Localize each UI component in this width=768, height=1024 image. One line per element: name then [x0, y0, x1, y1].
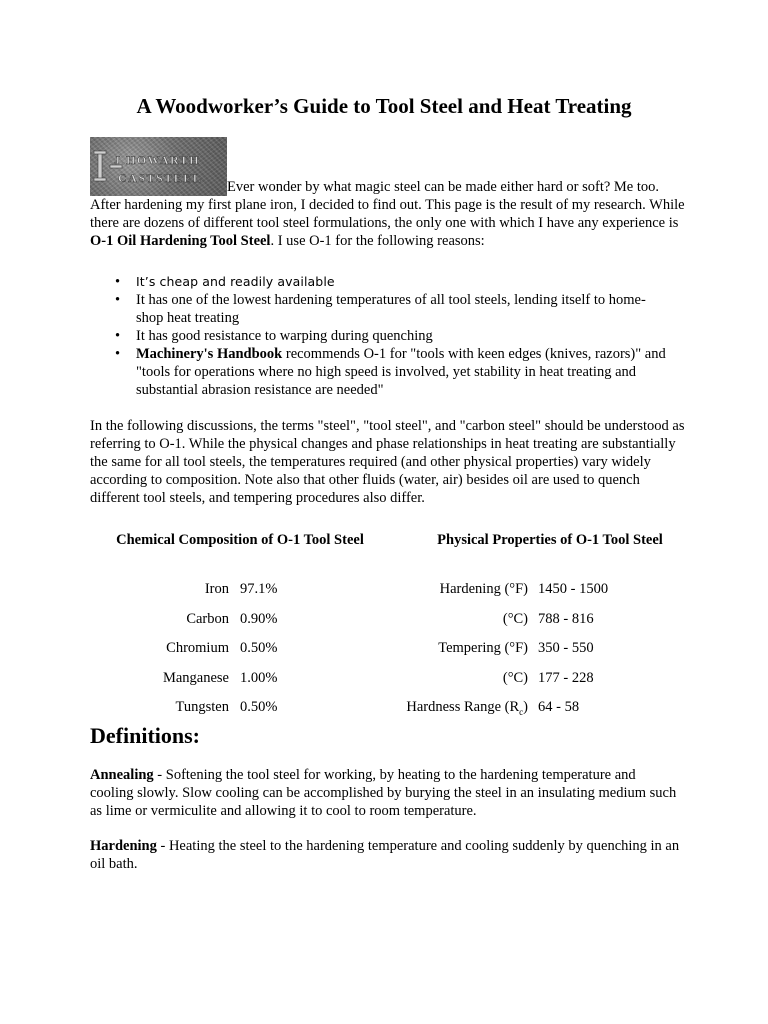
stamp-line-1: J.HOWARTH — [114, 153, 201, 167]
list-item-text: It has one of the lowest hardening temperatures of all tool steels, lending itself to home-shop heat treating — [136, 292, 646, 326]
row-label — [406, 698, 528, 716]
definition-term: Hardening — [90, 838, 157, 854]
list-item — [113, 291, 673, 327]
table-row — [90, 609, 390, 656]
row-value: 1450 - 1500 — [538, 581, 609, 597]
row-value: 177 - 228 — [538, 669, 594, 686]
row-label: Hardening (°F) — [439, 581, 528, 597]
intro-paragraph — [90, 137, 690, 250]
row-label: Manganese — [162, 669, 229, 686]
table-row — [90, 580, 390, 627]
row-label: Tungsten — [175, 699, 229, 715]
discussion-paragraph: In the following discussions, the terms "steel", "tool steel", and "carbon steel" should be understood as referring to O-1. While the physical changes and phase relationships in heat treating are substantially the same for all tool steels, the temperatures required (and other physical properties) vary widely according to composition. Note also that other fluids (water, air) besides oil are used to quench different tool steels, and tempering procedures also differ. — [90, 418, 685, 506]
list-item-text: It’s cheap and readily available — [136, 274, 335, 289]
row-value: 0.50% — [240, 640, 278, 656]
hardness-subscript: c — [519, 706, 524, 717]
row-value: 0.90% — [240, 610, 278, 627]
bullet-icon: • — [115, 274, 121, 290]
stamp-line-2: CASTSTEEL — [118, 171, 203, 185]
steel-stamp-image — [90, 137, 227, 196]
row-value: 97.1% — [240, 581, 278, 597]
hardness-label-end: ) — [523, 699, 528, 715]
row-value: 788 - 816 — [538, 610, 594, 627]
table-row — [90, 668, 390, 715]
definition-annealing — [90, 766, 680, 820]
intro-text-1: Ever wonder by what magic steel can be made either hard or soft? Me too. After hardening my first plane iron, I decided to find out. This page is the result of my research. While there are dozens of different tool steel formulations, the only one with which I have any experience is — [90, 179, 685, 231]
table-row — [90, 639, 390, 686]
list-item-text: It has good resistance to warping during quenching — [136, 328, 433, 344]
hardness-label: Hardness Range (R — [406, 699, 520, 715]
row-label: (°C) — [502, 669, 528, 686]
properties-table — [400, 531, 700, 717]
row-value: 1.00% — [240, 669, 278, 686]
stamp-emblem-icon — [90, 137, 227, 196]
bullet-icon: • — [115, 346, 121, 362]
intro-bold-steel: O-1 Oil Hardening Tool Steel — [90, 233, 271, 249]
row-value: 64 - 58 — [538, 699, 580, 715]
list-item-text: recommends O-1 for "tools with keen edges (knives, razors)" and "tools for operations where no high speed is involved, yet stability in heat treating and substantial abrasion resistance are needed" — [136, 346, 666, 398]
list-item — [113, 345, 673, 399]
reasons-list — [113, 273, 673, 399]
row-value: 0.50% — [240, 699, 278, 715]
composition-table — [90, 531, 390, 715]
definition-text: - Softening the tool steel for working, by heating to the hardening temperature and cooling slowly. Slow cooling can be accomplished by burying the steel in an insulating medium such as lime or vermiculite and allowing it to cool to room temperature. — [90, 767, 677, 819]
table-row — [400, 609, 700, 656]
definitions-heading: Definitions: — [90, 723, 200, 748]
properties-heading: Physical Properties of O-1 Tool Steel — [437, 532, 663, 548]
bullet-icon: • — [115, 292, 121, 308]
row-value: 350 - 550 — [538, 640, 594, 656]
table-row — [400, 580, 700, 627]
table-row — [90, 550, 390, 597]
bullet-icon: • — [115, 328, 121, 344]
table-row — [400, 668, 700, 717]
definition-hardening — [90, 837, 680, 873]
intro-text-2: . I use O-1 for the following reasons: — [270, 233, 485, 249]
row-label: Carbon — [186, 610, 229, 627]
row-label: Tempering (°F) — [438, 640, 528, 656]
page-title: A Woodworker’s Guide to Tool Steel and Heat Treating — [136, 94, 632, 118]
table-row — [400, 550, 700, 597]
definition-text: - Heating the steel to the hardening temperature and cooling suddenly by quenching in an oil bath. — [90, 838, 680, 872]
definition-term: Annealing — [90, 767, 154, 783]
row-label: Iron — [204, 581, 229, 597]
table-row — [400, 639, 700, 686]
row-label: Chromium — [166, 640, 229, 656]
list-item — [113, 273, 673, 291]
handbook-title: Machinery's Handbook — [136, 346, 283, 362]
list-item — [113, 327, 673, 345]
row-label: (°C) — [502, 610, 528, 627]
composition-heading: Chemical Composition of O-1 Tool Steel — [116, 532, 364, 548]
